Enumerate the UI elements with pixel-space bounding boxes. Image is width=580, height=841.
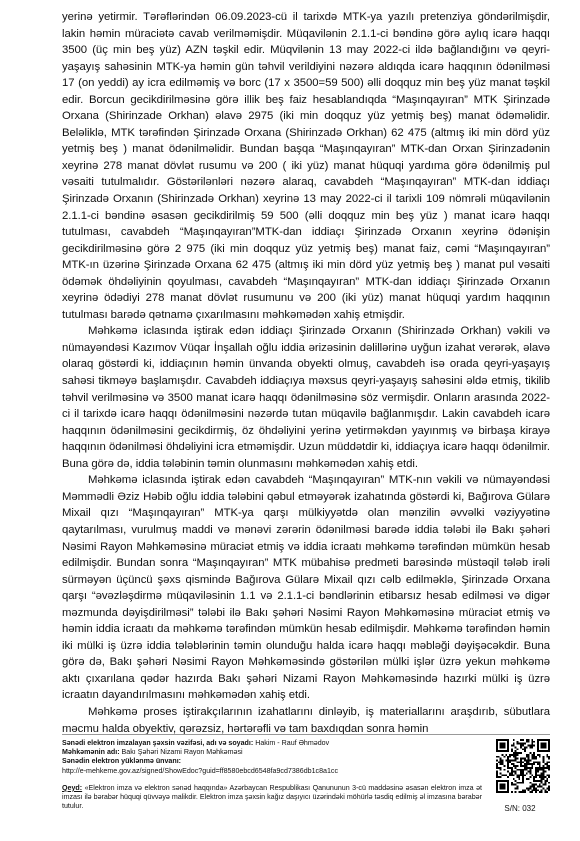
paragraph-1: yerinə yetirmir. Tərəflərindən 06.09.2023-cü il tarixdə MTK-ya yazılı pretenziya göndərilmişdir, lakin həmin müraciətə cavab verilməmişdir. Müqavilənin 2.1.1-ci bəndinə görə aylıq icarə haqqı 3500 (üç min beş yüz) AZN təşkil edir. Müqvilənin 13 may 2022-ci ildə bağlandığını və qeyri-yaşayış sahəsinin MTK-ya həmin gün təhvil verildiyini nəzərə aldıqda icarə haqqının ödənilməsi 17 (on yeddi) ay icra edilməmiş və borc (17 x 3500=59 500) əlli doqquz min beş yüz manat təşkil edir. Borcun gecikdirilməsinə görə illik beş faiz hesablandıqda “Maşınqayıran” MTK Şirinzadə Orxana (Shirinzade Orkhan) əlavə 2975 (iki min doqquz yüz yetmiş beş) manat ödəməlidir. Beləliklə, MTK tərəfindən Şirinzadə Orxana (Shirinzadə Orkhan) 62 475 (altmış iki min dörd yüz yetmiş beş ) manat ödənilməlidir. Bundan başqa “Maşınqayıran” MTK-dan Orxan Şirinzadənin xeyrinə 278 manat dövlət rusumu və 200 ( iki yüz) manat hüquqi yardıma görə ödənilmiş pul vəsaiti tutulmalıdır. Göstərilənləri nəzərə alaraq, cavabdeh “Maşınqayıran” MTK-dan iddiaçı Şirinzadə Orxanın (Shirinzadə Orkhan) xeyrinə 13 may 2022-ci il tarixli 109 nömrəli müqavilənin 2.1.1-ci bəndinə əsasən gecikdirilmiş 59 500 (əlli doqquz min beş yüz ) manat icarə haqqı tutulması, cavabdeh “Maşınqayıran”MTK-dan iddiaçı Şirinzadə Orxanın xeyrinə ödənişin gecikdirilməsinə görə 2 975 (iki min doqquz yüz yetmiş beş) manat faiz, cəmi “Maşınqayıran” MTK-ın üzərinə Şirinzadə Orxana 62 475 (altmış iki min dörd yüz yetmiş beş ) manat pul vəsaiti ödəmək öhdəliyinin qoyulması, cavabdeh “Maşınqayıran” MTK-dan iddiaçı Şirinzadə Orxanın xeyrinə ödədiyi 278 manat dövlət rusumunu və 200 (iki yüz) manat hüquqi yardım haqqının tutulması barədə qətnamə çıxarılmasını məhkəmədən xahiş etmişdir. [62, 11, 550, 321]
document-url-link[interactable]: http://e-mehkeme.gov.az/signed/ShowEdoc?guid=ff8580ebcd6548fa9cd7386db1c8a1cc [62, 766, 339, 775]
note-text: «Elektron imza və elektron sənəd haqqında» Azərbaycan Respublikası Qanununun 3-cü maddəsinə əsasən elektron imza ət imzası ilə bərabər hüquqi qüvvəyə malikdir. Elektron imza şəxsin kağız daşıyıcı üzərindəki möhürlə təsdiq edilmiş əl imzasına bərabər tutulur. [62, 783, 482, 811]
document-body [62, 9, 550, 737]
serial-number: S/N: 032 [504, 804, 536, 813]
qr-code-icon [496, 739, 550, 793]
footer-divider [62, 734, 550, 735]
paragraph-3: Məhkəmə iclasında iştirak edən cavabdeh “Maşınqayıran” MTK-nın vəkili və nümayəndəsi Məmmədli Əziz Həbib oğlu iddia tələbini qəbul etməyərək izahatında göstərdi ki, Bağırova Gülarə Mixail qızı “Maşınqayıran” MTK-ya qarşı mülkiyyətdə olan mənzilin əvvəlki vəziyyətinə qaytarılması, vurulmuş maddi və mənəvi zərərin ödənilməsi barədə iddia tələbi ilə Bakı şəhəri Nəsimi Rayon Məhkəməsinə müraciət etmiş və iddia icraatı məhkəmə tərəfindən mümkün hesab edilmişdir. Bundan sonra “Maşınqayıran” MTK mübahisə predmeti barəsində müstəqil tələb irəli sürməyən üçüncü şəxs qismində Bağırova Gülarə Mixail qızı cəlb edilməklə, Şirinzadə Orxana qarşı “əvəzləşdirmə müqaviləsinin 1.1 və 2.1.1-ci bəndlərinin etibarsız hesab edilməsi və digər məzmunda dəyişdirilməsi” tələbi ilə Bakı şəhəri Nəsimi Rayon Məhkəməsinə müraciət etmiş və həmin iddia icraatı da məhkəmə tərəfindən mümkün hesab edilmişdir. Məhkəmə tərəfindən həmin iki mülki iş üzrə iddia tələblərinin təmin olunduğu halda icarə haqqı məbləği dəyişəcəkdir. Buna görə də, Bakı şəhəri Nəsimi Rayon Məhkəməsində göstərilən mülki işlər üzrə yekun məhkəmə aktı çıxarılana qədər hazırda Bakı şəhəri Nizami Rayon Məhkəməsində hazırki mülki iş üzrə icraatın dayandırılmasını məhkəmədən xahiş etdi. [62, 474, 550, 702]
legal-note [62, 784, 482, 812]
court-label: Məhkəmənin adı: [62, 748, 120, 757]
address-label: Sənədin elektron yüklənmə ünvanı: [62, 757, 182, 766]
address-label-row [62, 757, 482, 766]
court-row [62, 748, 482, 757]
paragraph-2: Məhkəmə iclasında iştirak edən iddiaçı Şirinzadə Orxanın (Shirinzadə Orkhan) vəkili və nümayəndəsi Kazımov Vüqar İnşallah oğlu iddia ərizəsinin dəlillərinə uyğun izahat verərək, əlavə olaraq göstərdi ki, iddiaçının həmin ünvanda obyekti olmuş, cavabdeh isə orada qeyri-yaşayış sahəsi tikməyə başlamışdır. Cavabdeh iddiaçıya məxsus qeyri-yaşayış sahəsini əldə etmiş, tikilib təhvil verilməsinə və 3500 manat icarə haqqı ödənilməsinə söz vermişdir. Onların arasında 2022-ci il tarixdə icarə haqqı ödənilməsini nəzərdə tutan müqavilə bağlanmışdır. Lakin cavabdeh icarə haqqının ödənilməsini gecikdirmiş, öz öhdəliyini yerinə yetirməkdən yayınmış və birbaşa kirayə haqqının ödənilməsi öhdəliyini icra etməmişdir. Uzun müddətdir ki, iddiaçıya icarə haqqı ödənilmir. Buna görə də, iddia tələbinin təmin olunmasını məhkəmədən xahiş etdi. [62, 325, 550, 470]
court-value: Bakı Şəhəri Nizami Rayon Məhkəməsi [121, 748, 243, 757]
signature-footer [62, 739, 482, 811]
signer-value: Hakim - Rauf Əhmədov [255, 739, 330, 747]
address-row [62, 767, 482, 776]
signer-row [62, 739, 482, 748]
signer-label: Sənədi elektron imzalayan şəxsin vəzifəsi, adı və soyadı: [62, 739, 254, 747]
note-label: Qeyd: [62, 783, 83, 792]
paragraph-4: Məhkəmə proses iştirakçılarının izahatlarını dinləyib, iş materiallarını araşdırıb, sübutlara məcmu halda obyektiv, qərəzsiz, hərtərəfli və tam baxdıqdan sonra həmin [62, 705, 550, 735]
